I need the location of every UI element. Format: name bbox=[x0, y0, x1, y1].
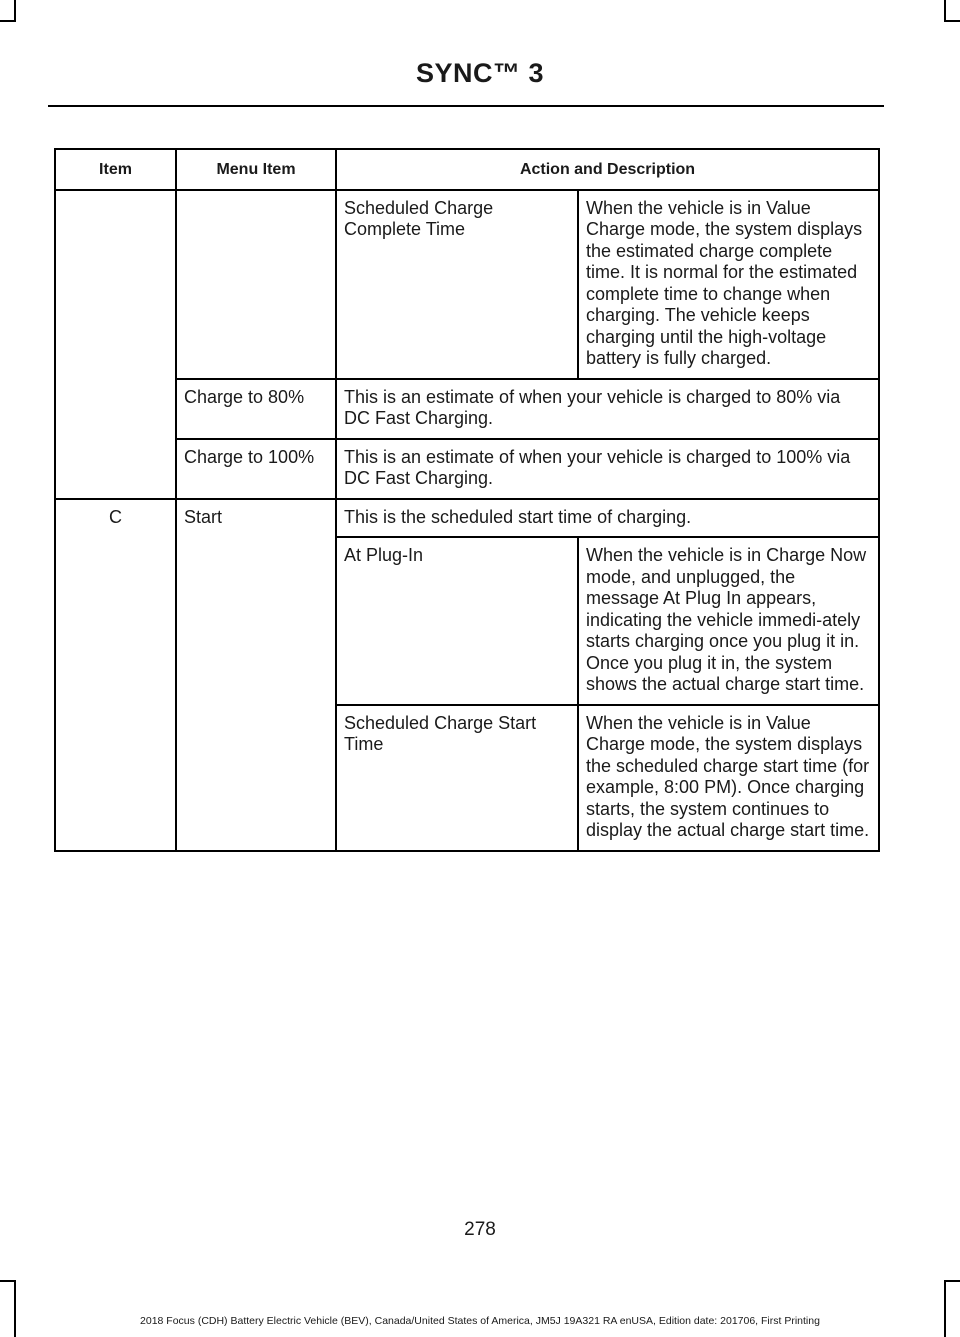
crop-mark-bottom-left-v bbox=[14, 1280, 16, 1337]
page-title: SYNC™ 3 bbox=[415, 58, 545, 88]
table-row bbox=[55, 499, 879, 538]
header-divider bbox=[48, 105, 884, 107]
crop-mark-bottom-right-v bbox=[944, 1280, 946, 1337]
menu-item-cell: Charge to 100% bbox=[176, 439, 336, 499]
menu-item-cell: Start bbox=[176, 499, 336, 851]
crop-mark-bottom-right-h bbox=[944, 1280, 960, 1282]
crop-mark-bottom-left-h bbox=[0, 1280, 16, 1282]
charge-settings-table bbox=[54, 148, 880, 852]
table-row bbox=[55, 439, 879, 499]
column-header-item: Item bbox=[55, 149, 176, 190]
footer-edition-info: 2018 Focus (CDH) Battery Electric Vehicle (BEV), Canada/United States of America, JM5J 19A321 RA enUSA, Edition date: 201706, First Printing bbox=[140, 1315, 820, 1327]
description-cell: This is an estimate of when your vehicle is charged to 80% via DC Fast Charging. bbox=[336, 379, 879, 439]
description-cell: This is the scheduled start time of charging. bbox=[336, 499, 879, 538]
item-cell-empty bbox=[55, 190, 176, 499]
table-row bbox=[55, 190, 879, 379]
description-cell: When the vehicle is in Value Charge mode, the system displays the estimated charge complete time. It is normal for the estimated complete time to change when charging. The vehicle keeps charging until the high-voltage battery is fully charged. bbox=[578, 190, 879, 379]
sub-item-cell: Scheduled Charge Complete Time bbox=[336, 190, 578, 379]
item-cell: C bbox=[55, 499, 176, 851]
crop-mark-top-left-h bbox=[0, 20, 16, 22]
column-header-action-description: Action and Description bbox=[336, 149, 879, 190]
sub-item-cell: Scheduled Charge Start Time bbox=[336, 705, 578, 851]
description-cell: When the vehicle is in Charge Now mode, and unplugged, the message At Plug In appears, indicating the vehicle immedi-ately starts charging once you plug it in. Once you plug it in, the system shows the actual charge start time. bbox=[578, 537, 879, 705]
description-cell: This is an estimate of when your vehicle is charged to 100% via DC Fast Charging. bbox=[336, 439, 879, 499]
crop-mark-top-right-v bbox=[944, 0, 946, 22]
column-header-menu-item: Menu Item bbox=[176, 149, 336, 190]
crop-mark-top-left-v bbox=[14, 0, 16, 22]
description-cell: When the vehicle is in Value Charge mode, the system displays the scheduled charge start time (for example, 8:00 PM). Once charging starts, the system continues to display the actual charge start time. bbox=[578, 705, 879, 851]
menu-item-cell: Charge to 80% bbox=[176, 379, 336, 439]
page-number: 278 bbox=[464, 1219, 496, 1240]
menu-item-cell-empty bbox=[176, 190, 336, 379]
table-row bbox=[55, 379, 879, 439]
crop-mark-top-right-h bbox=[944, 20, 960, 22]
table-header-row bbox=[55, 149, 879, 190]
sub-item-cell: At Plug-In bbox=[336, 537, 578, 705]
